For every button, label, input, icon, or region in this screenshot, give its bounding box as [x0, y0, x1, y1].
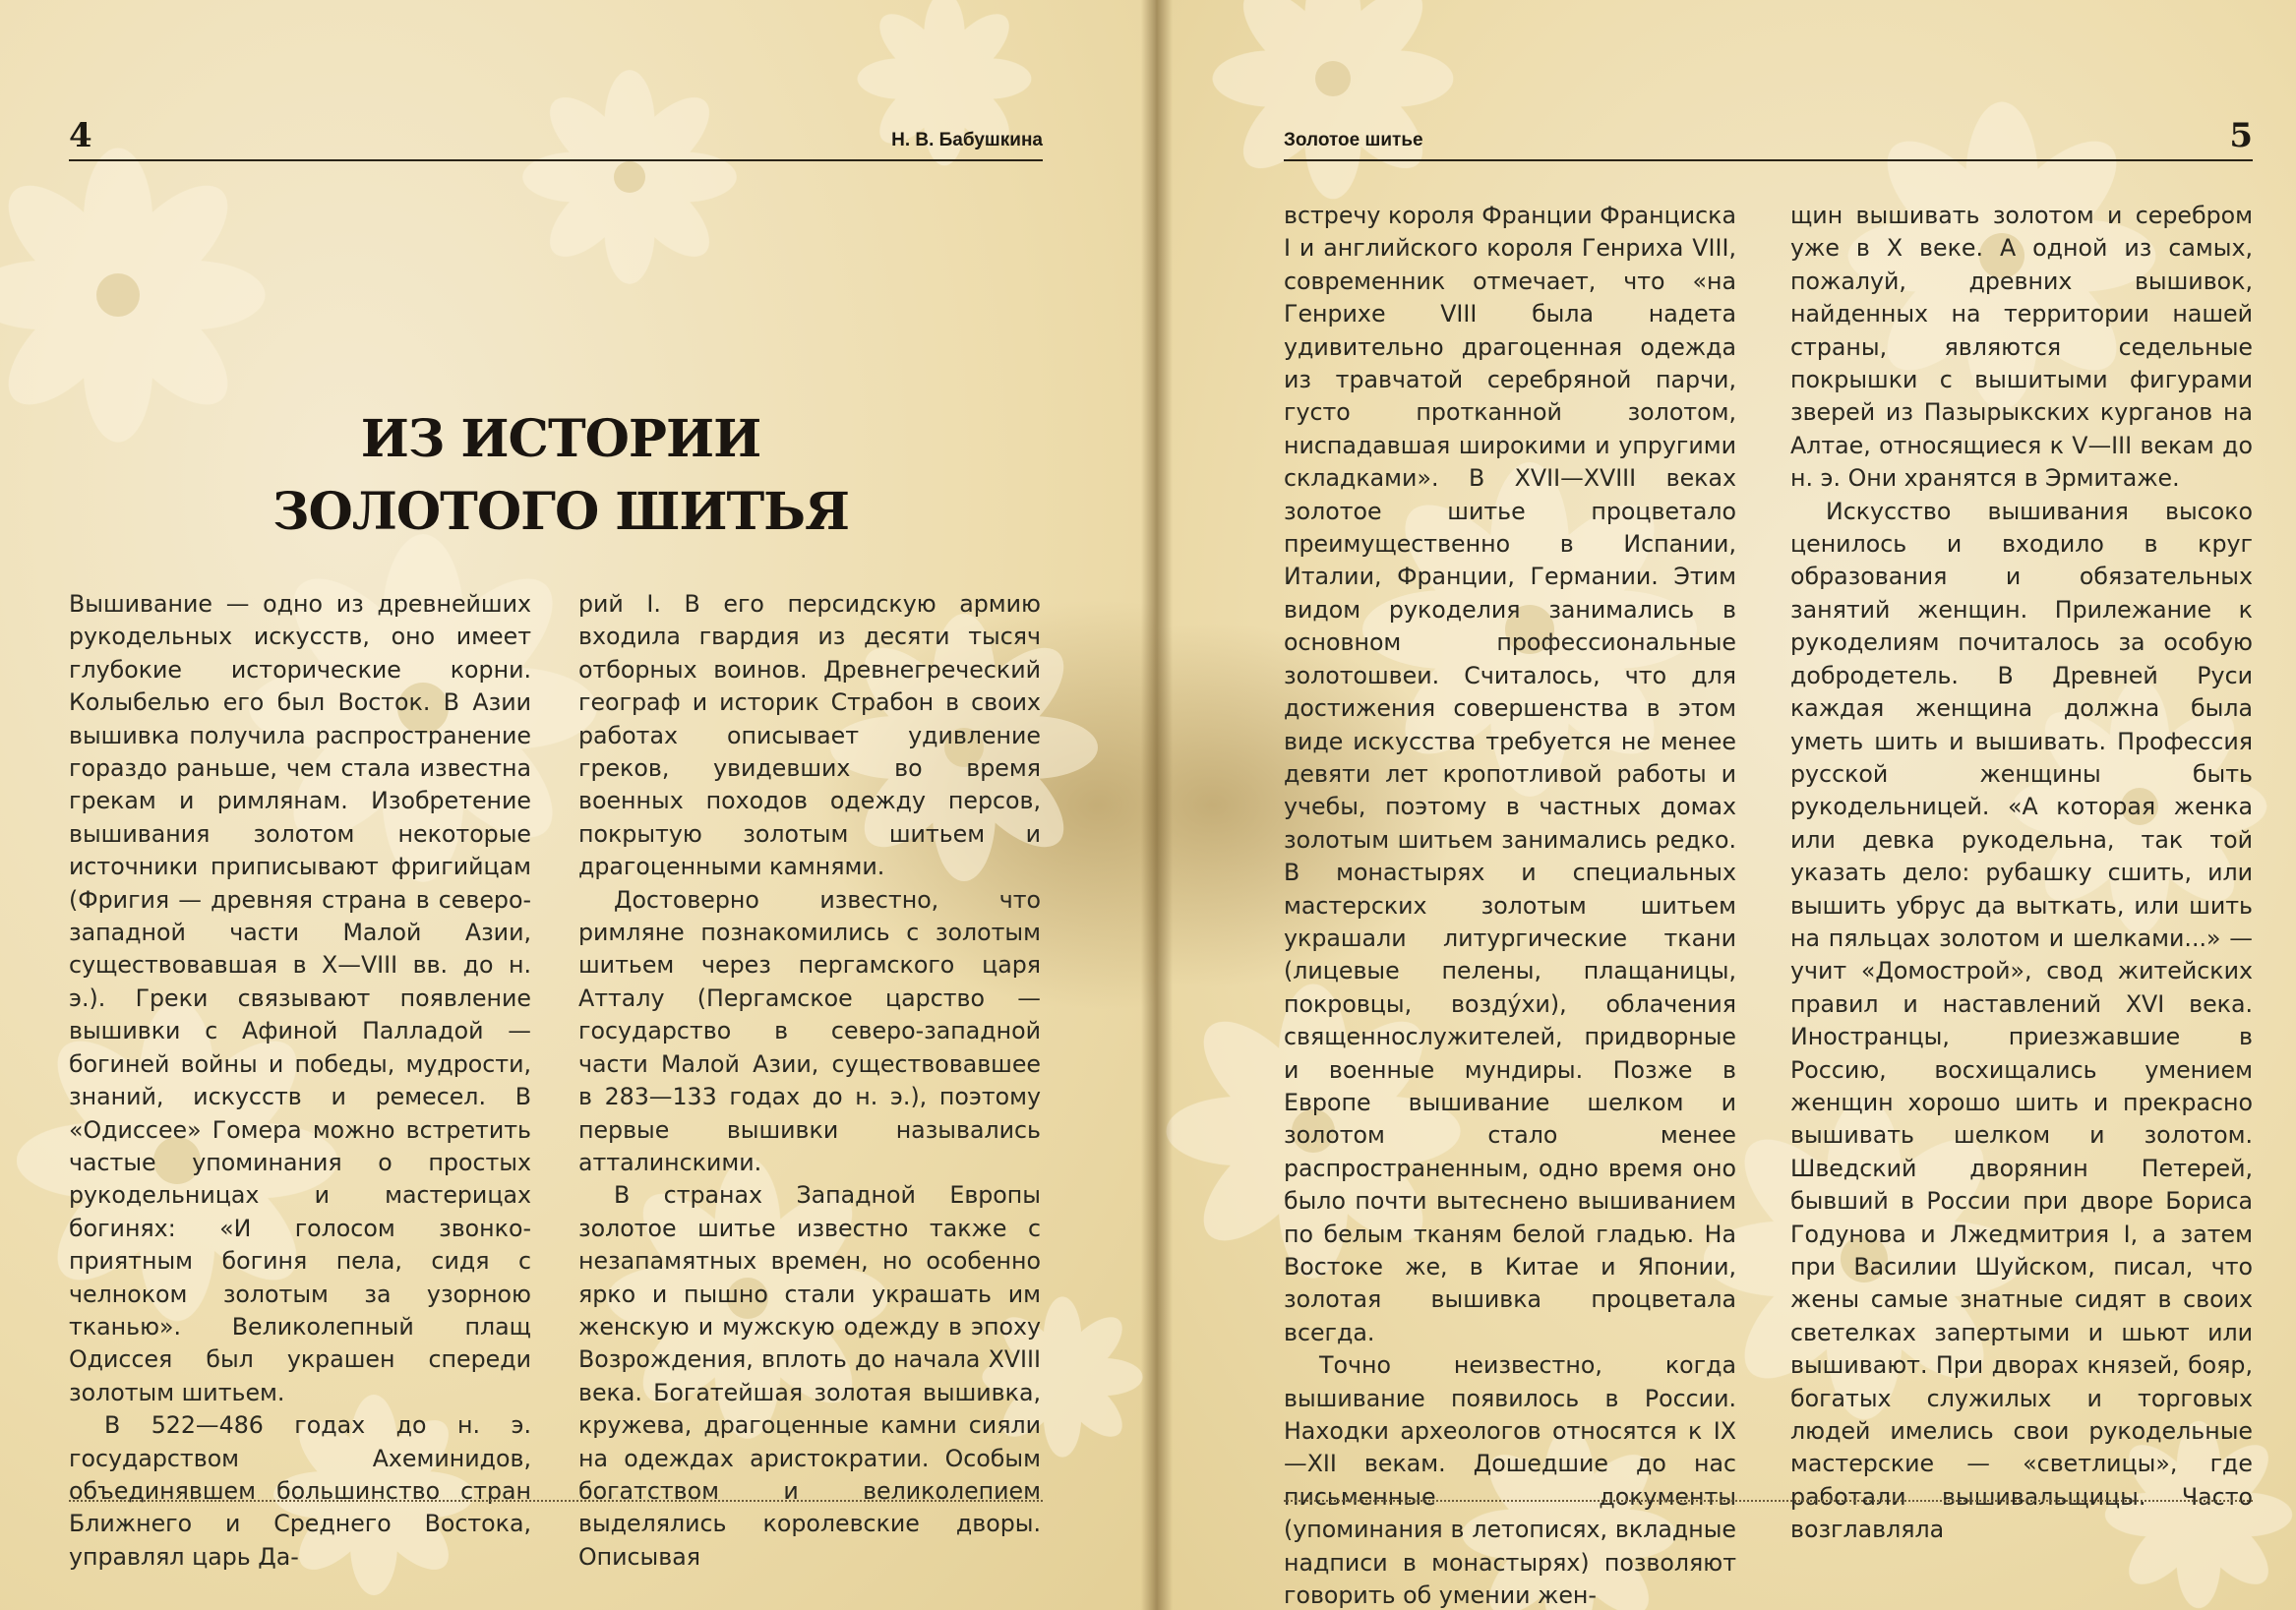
- chapter-title-line-1: ИЗ ИСТОРИИ: [360, 409, 761, 469]
- text-column-1: [1284, 200, 1736, 1610]
- chapter-title: [246, 403, 876, 549]
- running-head: [69, 116, 1043, 161]
- text-column-1: [69, 588, 531, 1574]
- paragraph: рий I. В его персидскую армию входила гвардия из десяти тысяч отборных воинов. Древнегреческий географ и историк Страбон в своих работах описывает удивление греков, увидевших во время военных походов одежду персов, покрытую золотым шитьем и драгоценными камнями.: [578, 590, 1041, 881]
- right-page: [1156, 0, 2296, 1610]
- bottom-dotted-rule: [69, 1500, 1043, 1502]
- paragraph: встречу короля Франции Франциска I и английского короля Генриха VIII, современник отмечает, что «на Генрихе VIII была надета удивительно драгоценная одежда из травчатой серебряной парчи, густо протканной золотом, ниспадавшая широкими и упругими складками». В XVII—XVIII веках золотое шитье процветало преимущественно в Испании, Италии, Франции, Германии. Этим видом рукоделия занимались в основном профессиональные золотошвеи. Считалось, что для достижения совершенства в этом виде искусства требуется не менее девяти лет кропотливой работы и учебы, поэтому в частных домах золотым шитьем занимались редко. В монастырях и специальных мастерских золотым шитьем украшали литургические ткани (лицевые пелены, плащаницы, покровцы, воздýхи), облачения священнослужителей, придворные и военные мундиры. Позже в Европе вышивание шелком и золотом стало менее распространенным, одно время оно было почти вытеснено вышиванием по белым тканям белой гладью. На Востоке же, в Китае и Японии, золотая вышивка процветала всегда.: [1284, 202, 1736, 1346]
- page-number: 5: [2229, 116, 2253, 155]
- page-number: 4: [69, 116, 92, 155]
- paragraph: В странах Западной Европы золотое шитье известно также с незапамятных времен, но особенно ярко и пышно стали украшать им женскую и мужскую одежду в эпоху Возрождения, вплоть до начала XVIII века. Богатейшая золотая вышивка, кружева, драгоценные камни сияли на одеждах аристократии. Особым богатством и великолепием выделялись королевские дворы. Описывая: [578, 1181, 1041, 1571]
- running-head: [1284, 116, 2253, 161]
- paragraph: В 522—486 годах до н. э. государством Ахеминидов, объединявшем большинство стран Ближнего и Среднего Востока, управлял царь Да-: [69, 1411, 531, 1571]
- section-name: Золотое шитье: [1284, 130, 1423, 150]
- bottom-dotted-rule: [1284, 1500, 2253, 1502]
- paragraph: Достоверно известно, что римляне познакомились с золотым шитьем через пергамского царя Атталу (Пергамское царство — государство в северо-западной части Малой Азии, существовавшее в 283—133 годах до н. э.), поэтому первые вышивки назывались атталинскими.: [578, 885, 1041, 1176]
- paragraph: Вышивание — одно из древнейших рукодельных искусств, оно имеет глубокие исторические корни. Колыбелью его был Восток. В Азии вышивка получила распространение гораздо раньше, чем стала известна грекам и римлянам. Изобретение вышивания золотом некоторые источники приписывают фригийцам (Фригия — древняя страна в северо-западной части Малой Азии, существовавшая в X—VIII вв. до н. э.). Греки связывают появление вышивки с Афиной Палладой — богиней войны и победы, мудрости, знаний, искусств и ремесел. В «Одиссее» Гомера можно встретить частые упоминания о простых рукодельницах и мастерицах богинях: «И голосом звонко-приятным богиня пела, сидя с челноком золотым за узорною тканью». Великолепный плащ Одиссея был украшен спереди золотым шитьем.: [69, 590, 531, 1406]
- text-column-2: [578, 588, 1041, 1574]
- chapter-title-line-2: ЗОЛОТОГО ШИТЬЯ: [272, 482, 849, 542]
- paragraph: щин вышивать золотом и серебром уже в X веке. А одной из самых, пожалуй, древних вышивок, найденных на территории нашей страны, являются седельные покрышки с вышитыми фигурами зверей из Пазырыкских курганов на Алтае, относящиеся к V—III векам до н. э. Они хранятся в Эрмитаже.: [1790, 202, 2253, 493]
- author-name: Н. В. Бабушкина: [891, 130, 1043, 150]
- paragraph: Точно неизвестно, когда вышивание появилось в России. Находки археологов относятся к IX—XII векам. Дошедшие до нас письменные документы (упоминания в летописях, вкладные надписи в монастырях) позволяют говорить об умении жен-: [1284, 1351, 1736, 1610]
- paragraph: Искусство вышивания высоко ценилось и входило в круг образования и обязательных занятий женщин. Прилежание к рукоделиям почиталось за особую добродетель. В Древней Руси каждая женщина должна была уметь шить и вышивать. Профессия русской женщины быть рукодельницей. «А которая женка или девка рукодельна, так той указать дело: рубашку сшить, или вышить убрус да выткать, или шить на пяльцах золотом и шелками...» — учит «Домострой», свод житейских правил и наставлений XVI века. Иностранцы, приезжавшие в Россию, восхищались умением женщин хорошо шить и прекрасно вышивать шелком и золотом. Шведский дворянин Петерей, бывший в России при дворе Бориса Годунова и Лжедмитрия I, а затем при Василии Шуйском, писал, что жены самые знатные сидят в своих светелках запертыми и шьют или вышивают. При дворах князей, бояр, богатых служилых и торговых людей имелись свои рукодельные мастерские — «светлицы», где работали вышивальщицы. Часто возглавляла: [1790, 497, 2253, 1544]
- text-column-2: [1790, 200, 2253, 1547]
- book-gutter-shadow: [1141, 0, 1173, 1610]
